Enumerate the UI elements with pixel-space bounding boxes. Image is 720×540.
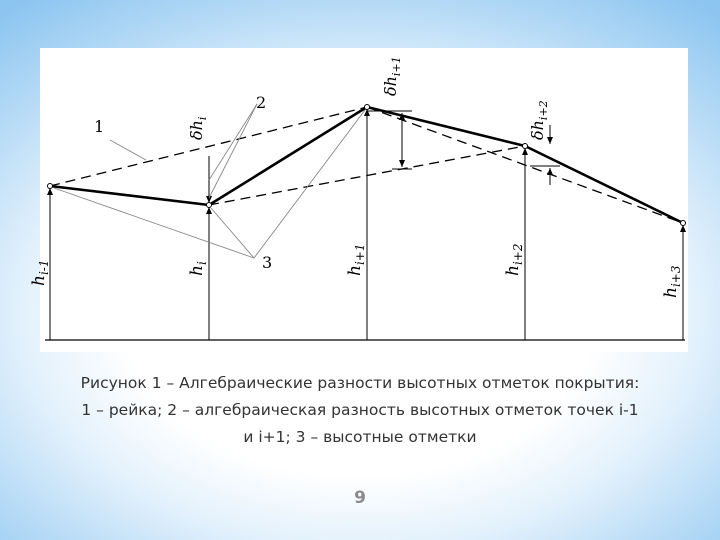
leader-1 xyxy=(110,140,146,160)
label-elevations: 3 xyxy=(262,253,273,272)
svg-text:δhi+1 xyxy=(381,56,403,96)
point-i xyxy=(207,203,212,208)
point-i+1 xyxy=(365,105,370,110)
svg-text:hi+3 xyxy=(661,265,683,298)
elevation-diagram xyxy=(29,48,688,352)
caption-line-3: и i+1; 3 – высотные отметки xyxy=(243,428,477,446)
label-h-prev: h xyxy=(29,275,49,286)
caption-line-2: 1 – рейка; 2 – алгебраическая разность высотных отметок точек i-1 xyxy=(81,401,639,419)
label-difference: 2 xyxy=(256,93,267,112)
caption-line-1: Рисунок 1 – Алгебраические разности высотных отметок покрытия: xyxy=(80,374,640,392)
label-dh-next1: δh xyxy=(381,76,400,96)
label-h-next3-sub: i+3 xyxy=(669,265,683,288)
page-number: 9 xyxy=(354,488,366,508)
label-h-next2: h xyxy=(503,265,523,276)
leader-3c xyxy=(254,110,365,258)
point-i+2 xyxy=(523,144,528,149)
svg-text:δhi xyxy=(187,117,209,140)
label-dh-next1-sub: i+1 xyxy=(390,56,403,77)
svg-text:hi+2 xyxy=(503,244,525,276)
svg-text:hi+1 xyxy=(345,244,367,276)
label-dh-next2-sub: i+2 xyxy=(537,100,550,121)
label-rail: 1 xyxy=(94,117,105,136)
svg-text:hi xyxy=(187,261,209,276)
point-i+3 xyxy=(681,221,686,226)
leader-2a xyxy=(209,104,257,198)
figure-panel xyxy=(29,48,688,352)
point-i-1 xyxy=(48,184,53,189)
label-h-next1: h xyxy=(345,265,365,276)
svg-text:δhi+2 xyxy=(528,100,550,140)
label-h-prev-sub: i-1 xyxy=(37,259,51,276)
label-h-i: h xyxy=(187,265,207,276)
label-dh-next2: δh xyxy=(528,120,547,140)
label-h-next2-sub: i+2 xyxy=(511,243,525,266)
label-h-next1-sub: i+1 xyxy=(353,243,367,266)
label-h-i-sub: i xyxy=(195,261,209,266)
label-dh-i-sub: i xyxy=(196,116,209,121)
label-h-next3: h xyxy=(661,287,681,298)
leader-2b xyxy=(209,104,257,180)
label-dh-i: δh xyxy=(187,120,206,140)
svg-text:hi-1 xyxy=(29,260,51,286)
